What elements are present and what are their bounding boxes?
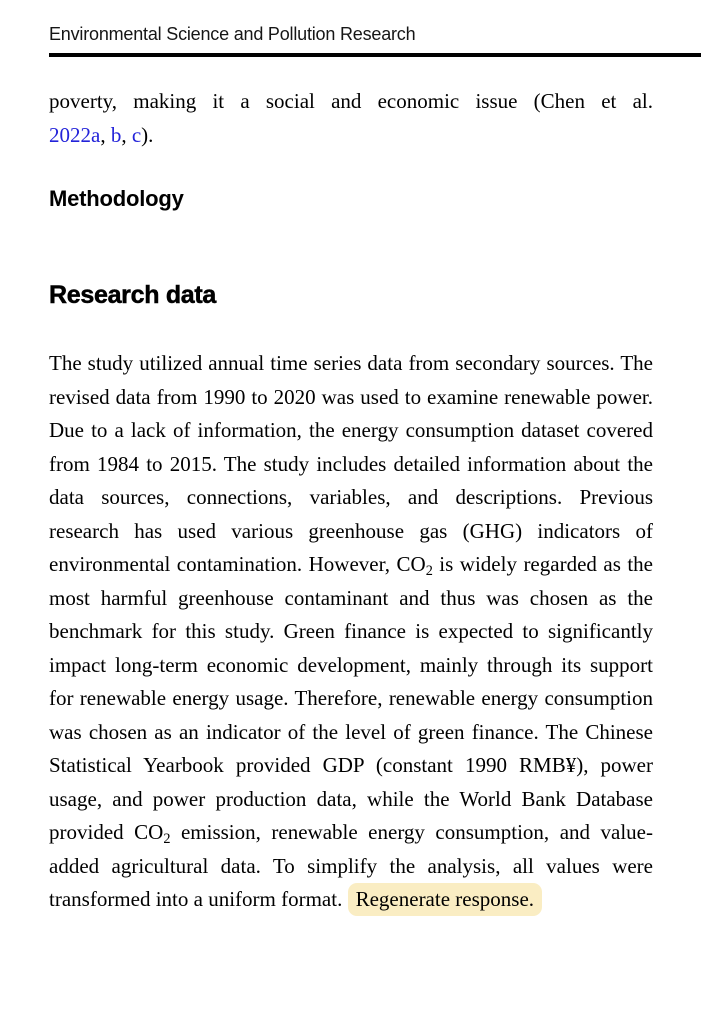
intro-paragraph bbox=[49, 85, 653, 152]
journal-title: Environmental Science and Pollution Research bbox=[49, 24, 416, 44]
regenerate-response-highlight: Regenerate response. bbox=[348, 883, 542, 916]
intro-paragraph-line1: poverty, making it a social and economic issue (Chen et al. bbox=[49, 89, 653, 113]
paragraph-text-part2: is widely regarded as the most harmful greenhouse contaminant and thus was chosen as the benchmark for this study. Green finance is expected to significantly impact long-term economic development, mainly through its support for renewable energy usage. Therefore, renewable energy consumption was chosen as an indicator of the level of green finance. The Chinese Statistical Yearbook provided GDP (constant 1990 RMB¥), power usage, and power production data, while the World Bank Database provided CO bbox=[49, 552, 653, 844]
citation-separator: , bbox=[100, 122, 111, 147]
research-data-paragraph bbox=[49, 347, 653, 917]
heading-methodology: Methodology bbox=[49, 186, 184, 211]
intro-paragraph-line2 bbox=[49, 119, 653, 153]
paragraph-text-part1: The study utilized annual time series data from secondary sources. The revised data from 1990 to 2020 was used to examine renewable power. Due to a lack of information, the energy consumption dataset covered from 1984 to 2015. The study includes detailed information about the data sources, connections, variables, and descriptions. Previous research has used various greenhouse gas (GHG) indicators of environmental contamination. However, CO bbox=[49, 351, 653, 576]
citation-link-c[interactable]: c bbox=[131, 122, 142, 147]
paragraph-text-part3: emission, renewable energy consumption, and value-added agricultural data. To simplify the analysis, all values were transformed into a uniform format. bbox=[49, 820, 653, 911]
co2-subscript: 2 bbox=[163, 830, 171, 847]
citation-link-b[interactable]: b bbox=[110, 122, 122, 147]
co2-subscript: 2 bbox=[425, 562, 433, 579]
header-rule-divider bbox=[49, 53, 701, 57]
heading-research-data: Research data bbox=[49, 281, 217, 309]
citation-link-2022a[interactable]: 2022a bbox=[49, 122, 101, 147]
citation-closing: ). bbox=[141, 122, 154, 147]
citation-separator: , bbox=[121, 122, 132, 147]
